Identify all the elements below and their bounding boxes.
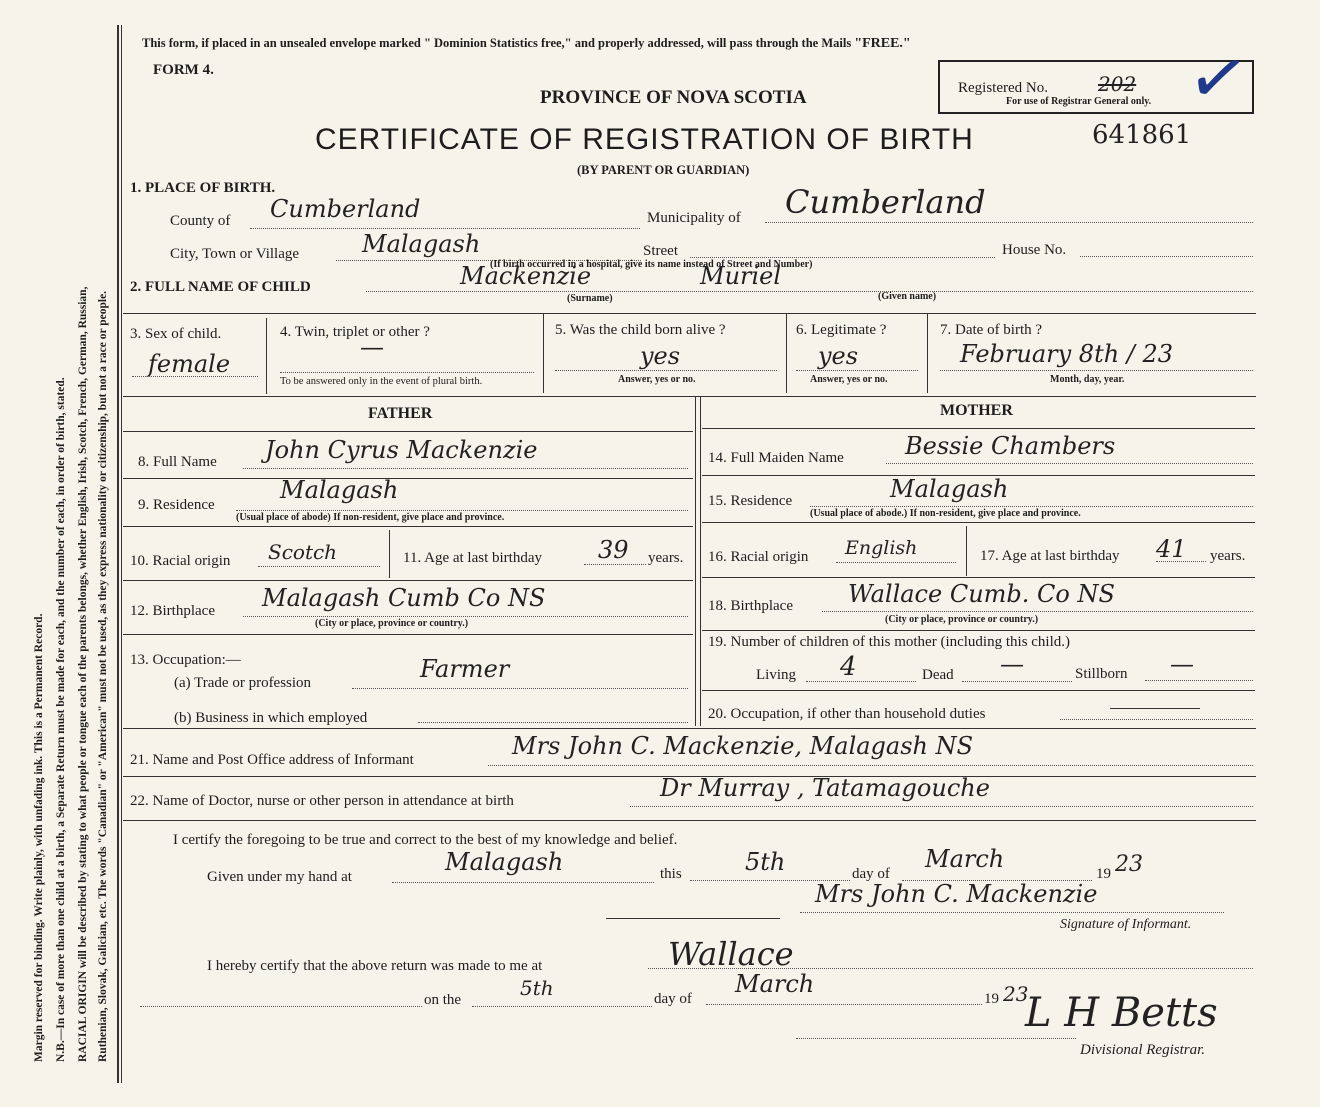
trade-label: (a) Trade or profession xyxy=(174,675,312,691)
registered-label: Registered No. xyxy=(958,80,1048,96)
trade-value: Farmer xyxy=(420,655,510,683)
informant-label: 21. Name and Post Office address of Informant xyxy=(130,752,414,768)
registrar-year-value: 23 xyxy=(1003,982,1029,1006)
mother-years-label: years. xyxy=(1210,548,1246,564)
business-label: (b) Business in which employed xyxy=(174,710,368,726)
certificate-number: 641861 xyxy=(1092,120,1192,150)
father-race-value: Scotch xyxy=(268,540,338,564)
registrar-place-value: Wallace xyxy=(668,935,794,973)
page-title: CERTIFICATE OF REGISTRATION OF BIRTH xyxy=(315,123,974,156)
father-age-label: 11. Age at last birthday xyxy=(403,550,542,566)
child-given-name: Muriel xyxy=(700,262,782,290)
registrar-signature: L H Betts xyxy=(1025,990,1218,1036)
check-mark-icon: ✓ xyxy=(1181,34,1255,124)
father-heading: FATHER xyxy=(368,405,433,422)
registrar-year-prefix: 19 xyxy=(984,991,999,1007)
given-under-label: Given under my hand at xyxy=(207,869,352,885)
mother-race-label: 16. Racial origin xyxy=(708,549,809,565)
father-birthplace-note: (City or place, province or country.) xyxy=(315,618,469,629)
free-label: "FREE." xyxy=(854,36,911,51)
sex-value: female xyxy=(148,350,231,378)
living-value: 4 xyxy=(840,652,857,682)
municipality-value: Cumberland xyxy=(785,183,986,221)
father-years-label: years. xyxy=(648,550,684,566)
father-residence-value: Malagash xyxy=(280,476,399,504)
informant-value: Mrs John C. Mackenzie, Malagash NS xyxy=(512,732,974,760)
sex-label: 3. Sex of child. xyxy=(130,326,222,342)
given-note: (Given name) xyxy=(878,291,937,302)
street-label: Street xyxy=(643,243,678,259)
certify-statement: I certify the foregoing to be true and correct to the best of my knowledge and belief. xyxy=(173,832,678,848)
city-label: City, Town or Village xyxy=(170,246,300,262)
mother-heading: MOTHER xyxy=(940,402,1013,419)
registrar-day-value: 5th xyxy=(520,976,554,1000)
registrar-note: For use of Registrar General only. xyxy=(1006,96,1152,107)
twin-label: 4. Twin, triplet or other ? xyxy=(280,324,430,340)
dob-label: 7. Date of birth ? xyxy=(940,322,1043,338)
child-name-label: 2. FULL NAME OF CHILD xyxy=(130,279,311,295)
given-year-value: 23 xyxy=(1115,852,1143,877)
child-surname: Mackenzie xyxy=(460,262,592,290)
registrar-month-value: March xyxy=(735,970,815,998)
twin-value: — xyxy=(360,333,384,361)
twin-note: To be answered only in the event of plural birth. xyxy=(280,376,483,387)
alive-value: yes xyxy=(640,342,681,370)
county-value: Cumberland xyxy=(270,195,421,223)
mail-notice: This form, if placed in an unsealed envelope marked " Dominion Statistics free," and properly addressed, will pass through the Mails "FREE." xyxy=(142,36,911,51)
legitimate-note: Answer, yes or no. xyxy=(810,374,888,385)
father-race-label: 10. Racial origin xyxy=(130,553,231,569)
margin-note-4: Ruthenian, Slovak, Galician, etc. The words "Canadian" or "American" must not be used, as they express nationality or citizenship, but not a race or people. xyxy=(97,290,109,1062)
mother-birthplace-note: (City or place, province or country.) xyxy=(885,614,1039,625)
mother-residence-label: 15. Residence xyxy=(708,493,793,509)
registered-number: 202 xyxy=(1098,72,1137,96)
mother-occupation-label: 20. Occupation, if other than household duties xyxy=(708,706,986,722)
stillborn-value: — xyxy=(1170,650,1194,678)
this-label: this xyxy=(660,866,682,882)
stillborn-label: Stillborn xyxy=(1075,666,1128,682)
alive-note: Answer, yes or no. xyxy=(618,374,696,385)
mother-name-value: Bessie Chambers xyxy=(905,432,1116,460)
alive-label: 5. Was the child born alive ? xyxy=(555,322,726,338)
municipality-label: Municipality of xyxy=(647,210,741,226)
legitimate-value: yes xyxy=(818,342,859,370)
doctor-label: 22. Name of Doctor, nurse or other person in attendance at birth xyxy=(130,793,514,809)
form-number: FORM 4. xyxy=(153,62,214,78)
registered-box xyxy=(938,34,1255,124)
house-label: House No. xyxy=(1002,242,1067,258)
mother-age-value: 41 xyxy=(1156,535,1187,563)
margin-line xyxy=(117,25,119,1083)
informant-signature: Mrs John C. Mackenzie xyxy=(815,880,1098,908)
father-name-value: John Cyrus Mackenzie xyxy=(265,436,538,464)
mother-race-value: English xyxy=(845,537,918,559)
living-label: Living xyxy=(756,667,796,683)
given-month-value: March xyxy=(925,845,1005,873)
father-occupation-label: 13. Occupation:— xyxy=(130,652,241,668)
page-subtitle: (BY PARENT OR GUARDIAN) xyxy=(577,163,750,177)
county-label: County of xyxy=(170,213,231,229)
registrar-caption: Divisional Registrar. xyxy=(1080,1042,1206,1058)
father-birthplace-value: Malagash Cumb Co NS xyxy=(262,584,546,612)
registrar-certify-label: I hereby certify that the above return was made to me at xyxy=(207,958,543,974)
father-residence-label: 9. Residence xyxy=(138,497,215,513)
mother-birthplace-label: 18. Birthplace xyxy=(708,598,793,614)
dead-value: — xyxy=(1000,650,1024,678)
mother-name-label: 14. Full Maiden Name xyxy=(708,450,844,466)
father-residence-note: (Usual place of abode) If non-resident, give place and province. xyxy=(236,512,505,523)
mother-residence-note: (Usual place of abode.) If non-resident, give place and province. xyxy=(810,508,1081,519)
margin-note-3: RACIAL ORIGIN will be described by stating to what people or tongue each of the parents belongs, whether English, Irish, Scotch, French, German, Russian, xyxy=(77,286,89,1062)
dead-label: Dead xyxy=(922,667,954,683)
registrar-on-the-label: on the xyxy=(424,992,462,1008)
dob-value: February 8th / 23 xyxy=(960,340,1174,368)
father-name-label: 8. Full Name xyxy=(138,454,217,470)
place-heading: 1. PLACE OF BIRTH. xyxy=(130,180,276,196)
province-title: PROVINCE OF NOVA SCOTIA xyxy=(540,87,807,108)
given-place-value: Malagash xyxy=(445,848,564,876)
surname-note: (Surname) xyxy=(567,293,613,304)
legitimate-label: 6. Legitimate ? xyxy=(796,322,887,338)
given-day-value: 5th xyxy=(745,848,786,876)
informant-signature-caption: Signature of Informant. xyxy=(1060,917,1192,932)
margin-line-inner xyxy=(121,25,122,1083)
dob-note: Month, day, year. xyxy=(1050,374,1125,385)
given-year-prefix: 19 xyxy=(1096,866,1111,882)
father-birthplace-label: 12. Birthplace xyxy=(130,603,215,619)
margin-note-1: Margin reserved for binding. Write plainly, with unfading ink. This is a Permanent Record. xyxy=(33,613,45,1062)
city-value: Malagash xyxy=(362,230,481,258)
doctor-value: Dr Murray , Tatamagouche xyxy=(660,774,990,802)
father-age-value: 39 xyxy=(598,536,629,564)
children-label: 19. Number of children of this mother (including this child.) xyxy=(708,634,1071,650)
given-day-of-label: day of xyxy=(852,866,890,882)
registrar-day-of-label: day of xyxy=(654,991,692,1007)
mother-residence-value: Malagash xyxy=(890,475,1009,503)
margin-note-2: N.B.—In case of more than one child at a birth, a Separate Return must be made for each, and the number of each, in order of birth, stated. xyxy=(55,377,67,1062)
mother-birthplace-value: Wallace Cumb. Co NS xyxy=(848,580,1115,608)
hospital-note: (If birth occurred in a hospital, give its name instead of Street and Number) xyxy=(490,259,813,270)
mother-age-label: 17. Age at last birthday xyxy=(980,548,1120,564)
